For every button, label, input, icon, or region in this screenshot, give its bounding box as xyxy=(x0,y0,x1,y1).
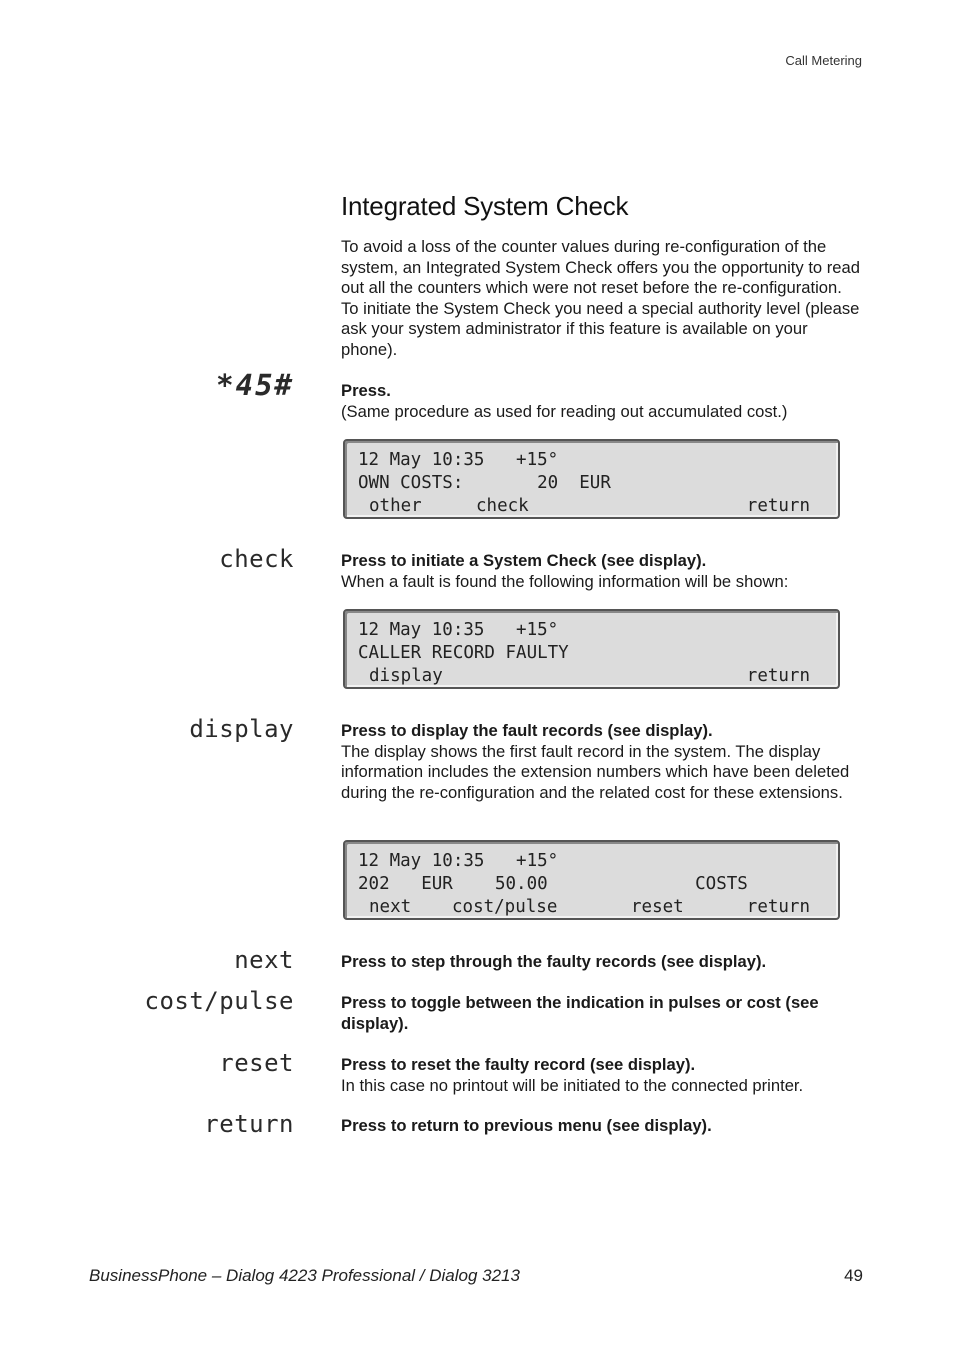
phone-display-fault-record xyxy=(343,840,840,920)
step-description: (Same procedure as used for reading out accumulated cost.) xyxy=(341,401,788,421)
display-softkeys xyxy=(358,896,826,919)
key-check: check xyxy=(219,545,294,573)
page-number: 49 xyxy=(844,1266,863,1285)
step-display xyxy=(341,721,863,803)
phone-display-own-costs xyxy=(343,439,840,519)
display-line-2: CALLER RECORD FAULTY xyxy=(358,643,569,663)
step-reset xyxy=(341,1055,863,1096)
step-description: The display shows the first fault record in the system. The display information includes the extension numbers which have been deleted during the re-configuration and the related cost for these extensions. xyxy=(341,741,850,802)
display-line-1: 12 May 10:35 +15° xyxy=(358,851,559,871)
step-next xyxy=(341,952,863,973)
softkey-cost-pulse: cost/pulse xyxy=(452,897,558,917)
step-instruction: Press to return to previous menu (see display). xyxy=(341,1116,712,1135)
intro-paragraph: To avoid a loss of the counter values during re-configuration of the system, an Integrated System Check offers you the opportunity to read out all the counters which were not reset before the re-configuration. To initiate the System Check you need a special authority level (please ask your system administrator if this feature is available on your phone). xyxy=(341,237,860,359)
display-line-1: 12 May 10:35 +15° xyxy=(358,450,559,470)
softkey-reset: reset xyxy=(631,897,684,917)
step-instruction: Press to display the fault records (see display). xyxy=(341,721,713,740)
step-description: In this case no printout will be initiated to the connected printer. xyxy=(341,1075,804,1095)
softkey-other: other xyxy=(369,496,422,516)
softkey-display: display xyxy=(369,666,443,686)
display-line-2: OWN COSTS: 20 EUR xyxy=(358,473,611,493)
step-check xyxy=(341,551,863,592)
step-instruction: Press to toggle between the indication in pulses or cost (see display). xyxy=(341,993,819,1033)
step-cost-pulse xyxy=(341,993,863,1034)
step-instruction: Press to step through the faulty records (see display). xyxy=(341,952,767,971)
step-instruction: Press to initiate a System Check (see display). xyxy=(341,551,707,570)
step-press xyxy=(341,381,863,422)
phone-display-caller-record-faulty xyxy=(343,609,840,689)
display-line-2: 202 EUR 50.00 COSTS xyxy=(358,874,748,894)
softkey-next: next xyxy=(369,897,412,917)
softkey-check: check xyxy=(476,496,529,516)
step-instruction: Press to reset the faulty record (see display). xyxy=(341,1055,696,1074)
footer-product: BusinessPhone – Dialog 4223 Professional / Dialog 3213 xyxy=(89,1266,520,1285)
step-instruction: Press. xyxy=(341,381,391,400)
step-description: When a fault is found the following information will be shown: xyxy=(341,571,789,591)
key-next: next xyxy=(234,946,294,974)
key-star-45-hash: *45# xyxy=(216,368,294,402)
display-softkeys xyxy=(358,495,826,518)
key-display: display xyxy=(189,715,294,743)
key-cost-pulse: cost/pulse xyxy=(144,987,294,1015)
step-return xyxy=(341,1116,863,1137)
softkey-return: return xyxy=(746,666,810,686)
display-softkeys xyxy=(358,665,826,688)
section-title: Integrated System Check xyxy=(341,191,629,221)
softkey-return: return xyxy=(746,897,810,917)
running-header: Call Metering xyxy=(785,53,862,68)
display-line-1: 12 May 10:35 +15° xyxy=(358,620,559,640)
key-reset: reset xyxy=(219,1049,294,1077)
softkey-return: return xyxy=(746,496,810,516)
key-return: return xyxy=(204,1110,294,1138)
